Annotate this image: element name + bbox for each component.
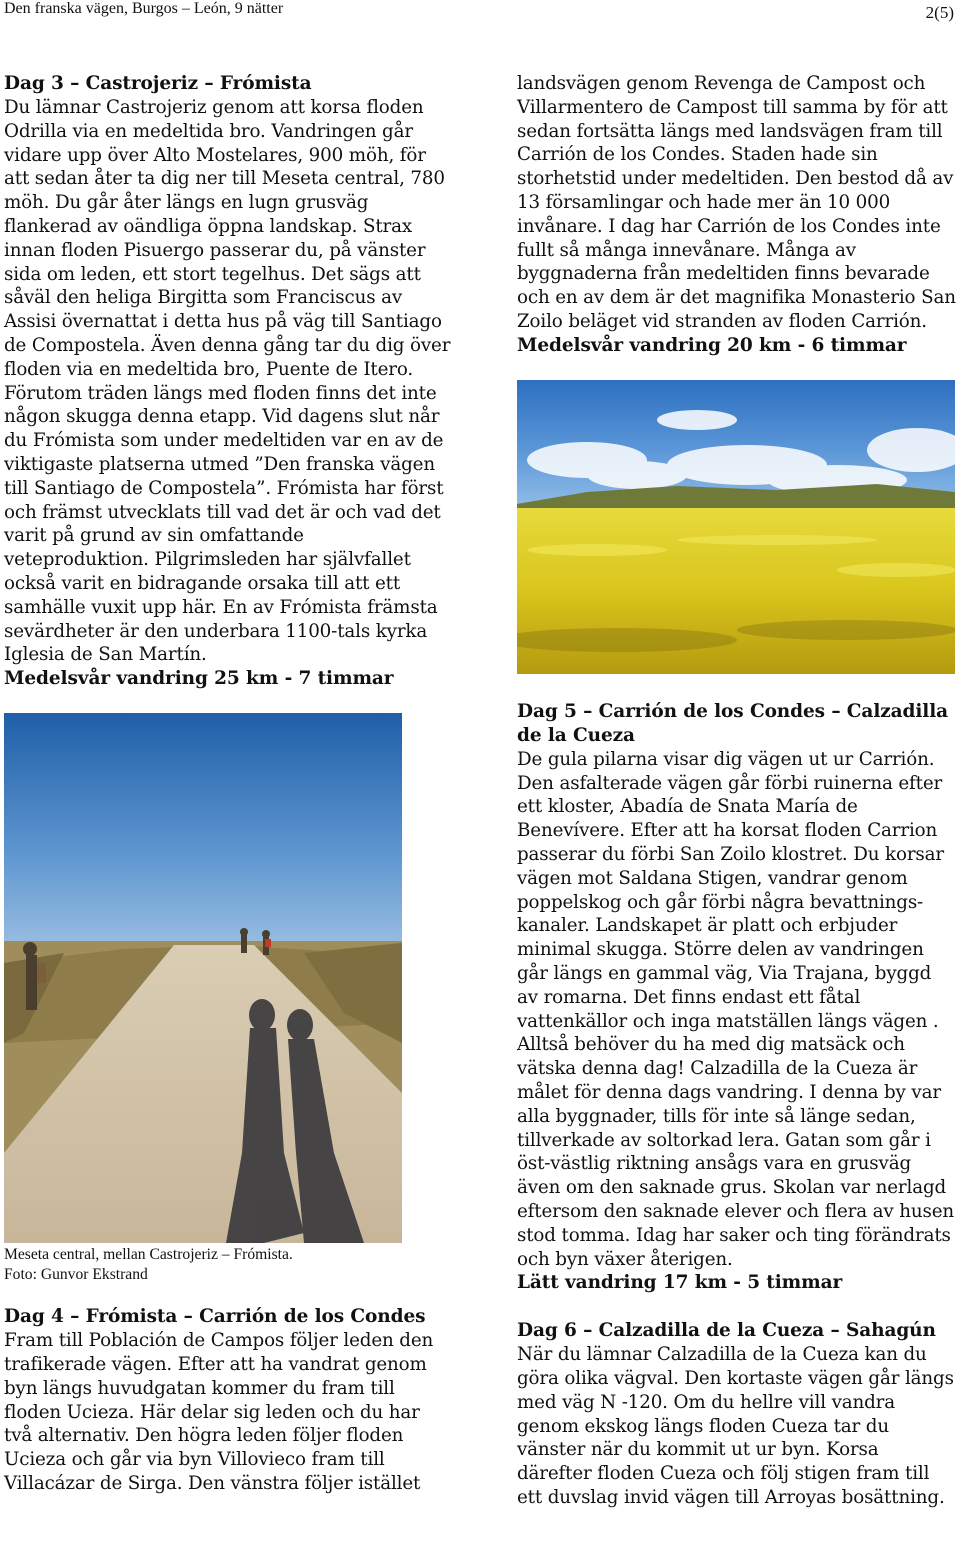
day4-heading: Dag 4 – Frómista – Carrión de los Condes xyxy=(4,1306,426,1328)
right-column xyxy=(517,72,957,1510)
road-shadows-illustration xyxy=(4,713,402,1243)
day4-text: Fram till Población de Campos följer leden den trafikerade vägen. Efter att ha vandrat genom byn längs huvudgatan kommer du fram till floden Ucieza. Här delar sig leden och du har två alternativ. Den högra leden följer floden Ucieza och går via byn Villovieco fram till Villacázar de Sirga. Den vänstra följer istället xyxy=(4,1330,434,1494)
photo-credit: Foto: Gunvor Ekstrand xyxy=(4,1266,148,1284)
day3-heading: Dag 3 – Castrojeriz – Frómista xyxy=(4,73,312,94)
day4-continued-text: landsvägen genom Revenga de Campost och Villarmentero de Campost till samma by för att sedan fortsätta längs med landsvägen fram till Carrión de los Condes. Staden hade sin storhetstid under medeltiden. Den bestod då av 13 församlingar och hade mer än 10 000 invånare. I dag har Carrión de los Condes inte fullt så många innevånare. Många av byggnaderna från medeltiden finns bevarade och en av dem är det magnifika Monasterio San Zoilo beläget vid stranden av floden Carrión. xyxy=(517,73,956,332)
meseta-road-photo xyxy=(4,713,402,1243)
day5-text: De gula pilarna visar dig vägen ut ur Carrión. Den asfalterade vägen går förbi ruinerna efter ett kloster, Abadía de Snata María de Benevívere. Efter att ha korsat floden Carrion passerar du förbi San Zoilo klostret. Du korsar vägen mot Saldana Stigen, vandrar genom poppelskog och går förbi några bevattnings-kanaler. Landskapet är platt och erbjuder minimal skugga. Större delen av vandringen går längs en gammal väg, Via Trajana, byggd av romarna. Det finns endast ett fåtal vattenkällor och inga matställen längs vägen . Alltså behöver du ha med dig matsäck och vätska denna dag! Calzadilla de la Cueza är målet för denna dags vandring. I denna by var alla byggnader, tills för inte så länge sedan, tillverkade av soltorkad lera. Gatan som går i öst-västlig riktning ansågs vara en grusväg även om den saknade grus. Skolan var nerlagd eftersom den saknade elever och flera av husen stod tomma. Idag har saker och ting förändrats och byn växer återigen. xyxy=(517,748,955,1270)
day5-heading: Dag 5 – Carrión de los Condes – Calzadilla de la Cueza xyxy=(517,700,949,746)
day6-text: När du lämnar Calzadilla de la Cueza kan du göra olika vägval. Den kortaste vägen går längs med väg N -120. Om du hellre vill vandra genom ekskog längs floden Cueza tar du vänster när du kommit ut ur byn. Korsa därefter floden Cueza och följ stigen fram till ett duvslag invid vägen till Arroyas bosättning. xyxy=(517,1344,954,1509)
photo-caption: Meseta central, mellan Castrojeriz – Frómista. xyxy=(4,1246,293,1264)
day6-heading: Dag 6 – Calzadilla de la Cueza – Sahagún xyxy=(517,1320,936,1342)
page-header xyxy=(0,0,960,28)
left-column xyxy=(4,72,452,1496)
page-number: 2(5) xyxy=(925,3,954,22)
day4-summary: Medelsvår vandring 20 km - 6 timmar xyxy=(517,334,907,356)
day3-text: Du lämnar Castrojeriz genom att korsa floden Odrilla via en medeltida bro. Vandringen går vidare upp över Alto Mostelares, 900 möh, för att sedan åter ta dig ner till Meseta central, 780 möh. Du går åter längs en lugn grusväg flankerad av oändliga öppna landskap. Strax innan floden Pisuergo passerar du, på vänster sida om leden, ett stort tegelhus. Det sägs att såväl den heliga Birgitta som Franciscus av Assisi övernattat i detta hus på väg till Santiago de Compostela. Även denna gång tar du dig över floden via en medeltida bro, Puente de Itero. Förutom träden längs med floden finns det inte någon skugga denna etapp. Vid dagens slut når du Frómista som under medeltiden var en av de viktigaste platserna utmed ”Den franska vägen till Santiago de Compostela”. Frómista har först och främst utvecklats till vad det är och vad det varit på grund av sin omfattande veteproduktion. Pilgrimsleden har självfallet också varit en bidragande orsaka till att ett samhälle vuxit upp här. En av Frómista främsta sevärdheter är den underbara 1100-tals kyrka Iglesia de San Martín. xyxy=(4,97,451,666)
rapeseed-field-photo xyxy=(517,380,955,674)
day5-summary: Lätt vandring 17 km - 5 timmar xyxy=(517,1272,843,1294)
day3-summary: Medelsvår vandring 25 km - 7 timmar xyxy=(4,668,394,690)
yellow-field-illustration xyxy=(517,380,955,674)
document-title: Den franska vägen, Burgos – León, 9 nätter xyxy=(4,0,284,17)
